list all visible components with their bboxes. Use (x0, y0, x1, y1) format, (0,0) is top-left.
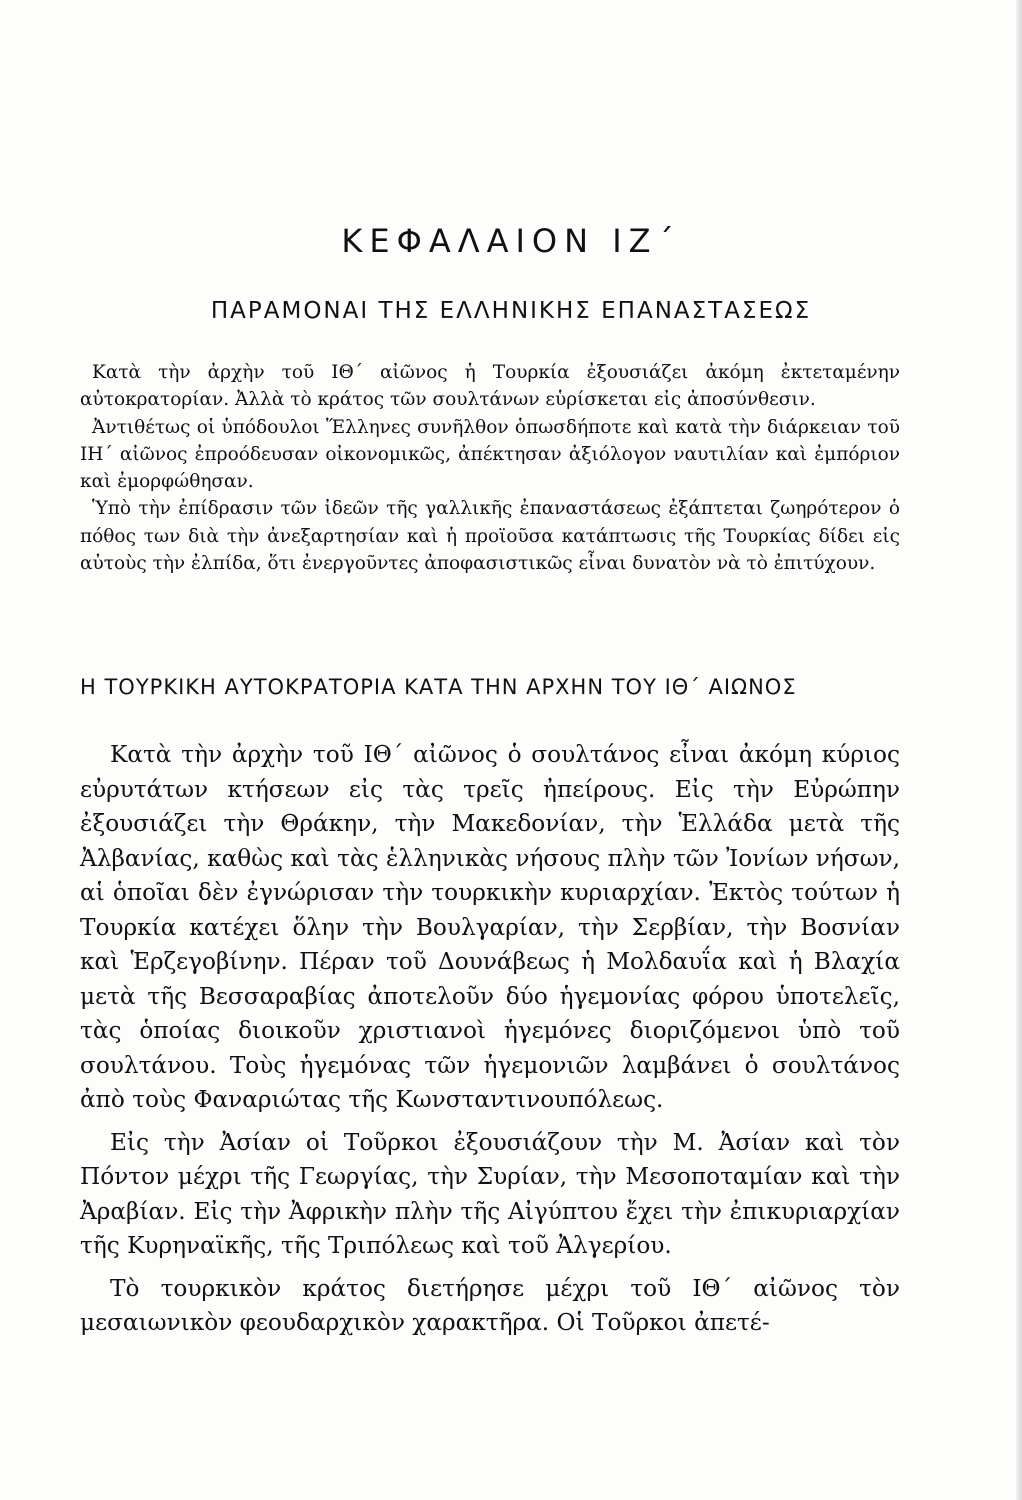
section-body (80, 738, 900, 1349)
chapter-title: ΚΕΦΑΛΑΙΟΝ ΙΖ΄ (341, 222, 681, 260)
body-paragraph: Τὸ τουρκικὸν κράτος διετήρησε μέχρι τοῦ ΙΘ΄ αἰῶνος τὸν μεσαιωνικὸν φεουδαρχικὸν χαρακτῆρα. Οἱ Τοῦρκοι ἀπετέ- (80, 1274, 900, 1336)
summary-paragraph: Ὑπὸ τὴν ἐπίδρασιν τῶν ἰδεῶν τῆς γαλλικῆς ἐπαναστάσεως ἐξάπτεται ζωηρότερον ὁ πόθος των διὰ τὴν ἀνεξαρτησίαν καὶ ἡ προϊοῦσα κατάπτωσις τῆς Τουρκίας δίδει εἰς αὐτοὺς τὴν ἐλπίδα, ὅτι ἐνεργοῦντες ἀποφασιστικῶς εἶναι δυνατὸν νὰ τὸ ἐπιτύχουν. (80, 498, 900, 575)
section-heading: Η ΤΟΥΡΚΙΚΗ ΑΥΤΟΚΡΑΤΟΡΙΑ ΚΑΤΑ ΤΗΝ ΑΡΧΗΝ ΤΟΥ ΙΘ΄ ΑΙΩΝΟΣ (80, 675, 797, 699)
body-paragraph: Κατὰ τὴν ἀρχὴν τοῦ ΙΘ΄ αἰῶνος ὁ σουλτάνος εἶναι ἀκόμη κύριος εὐρυτάτων κτήσεων εἰς τὰς τρεῖς ἠπείρους. Εἰς τὴν Εὐρώπην ἐξουσιάζει τὴν Θράκην, τὴν Μακεδονίαν, τὴν Ἑλλάδα μετὰ τῆς Ἀλβανίας, καθὼς καὶ τὰς ἑλληνικὰς νήσους πλὴν τῶν Ἰονίων νήσων, αἱ ὁποῖαι δὲν ἐγνώρισαν τὴν τουρκικὴν κυριαρχίαν. Ἐκτὸς τούτων ἡ Τουρκία κατέχει ὅλην τὴν Βουλγαρίαν, τὴν Σερβίαν, τὴν Βοσνίαν καὶ Ἑρζεγοβίνην. Πέραν τοῦ Δουνάβεως ἡ Μολδαυΐα καὶ ἡ Βλαχία μετὰ τῆς Βεσσαραβίας ἀποτελοῦν δύο ἡγεμονίας φόρου ὑποτελεῖς, τὰς ὁποίας διοικοῦν χριστιανοὶ ἡγεμόνες διοριζόμενοι ὑπὸ τοῦ σουλτάνου. Τοὺς ἡγεμόνας τῶν ἡγεμονιῶν λαμβάνει ὁ σουλτάνος ἀπὸ τοὺς Φαναριώτας τῆς Κωνσταντινουπόλεως. (80, 741, 900, 1113)
summary-paragraph: Ἀντιθέτως οἱ ὑπόδουλοι Ἕλληνες συνῆλθον ὁπωσδήποτε καὶ κατὰ τὴν διάρκειαν τοῦ ΙΗ΄ αἰῶνος ἐπροόδευσαν οἰκονομικῶς, ἀπέκτησαν ἀξιόλογον ναυτιλίαν καὶ ἐμπόριον καὶ ἐμορφώθησαν. (80, 416, 900, 493)
chapter-subtitle: ΠΑΡΑΜΟΝΑΙ ΤΗΣ ΕΛΛΗΝΙΚΗΣ ΕΠΑΝΑΣΤΑΣΕΩΣ (210, 298, 812, 324)
summary-paragraph: Κατὰ τὴν ἀρχὴν τοῦ ΙΘ΄ αἰῶνος ἡ Τουρκία ἐξουσιάζει ἀκόμη ἐκτεταμένην αὐτοκρατορίαν. Ἀλλὰ τὸ κράτος τῶν σουλτάνων εὑρίσκεται εἰς ἀποσύνθεσιν. (80, 362, 900, 411)
chapter-summary (80, 359, 900, 577)
body-paragraph: Εἰς τὴν Ἀσίαν οἱ Τοῦρκοι ἐξουσιάζουν τὴν Μ. Ἀσίαν καὶ τὸν Πόντον μέχρι τῆς Γεωργίας, τὴν Συρίαν, τὴν Μεσοποταμίαν καὶ τὴν Ἀραβίαν. Εἰς τὴν Ἀφρικὴν πλὴν τῆς Αἰγύπτου ἔχει τὴν ἐπικυριαρχίαν τῆς Κυρηναϊκῆς, τῆς Τριπόλεως καὶ τοῦ Ἀλγερίου. (80, 1128, 900, 1259)
